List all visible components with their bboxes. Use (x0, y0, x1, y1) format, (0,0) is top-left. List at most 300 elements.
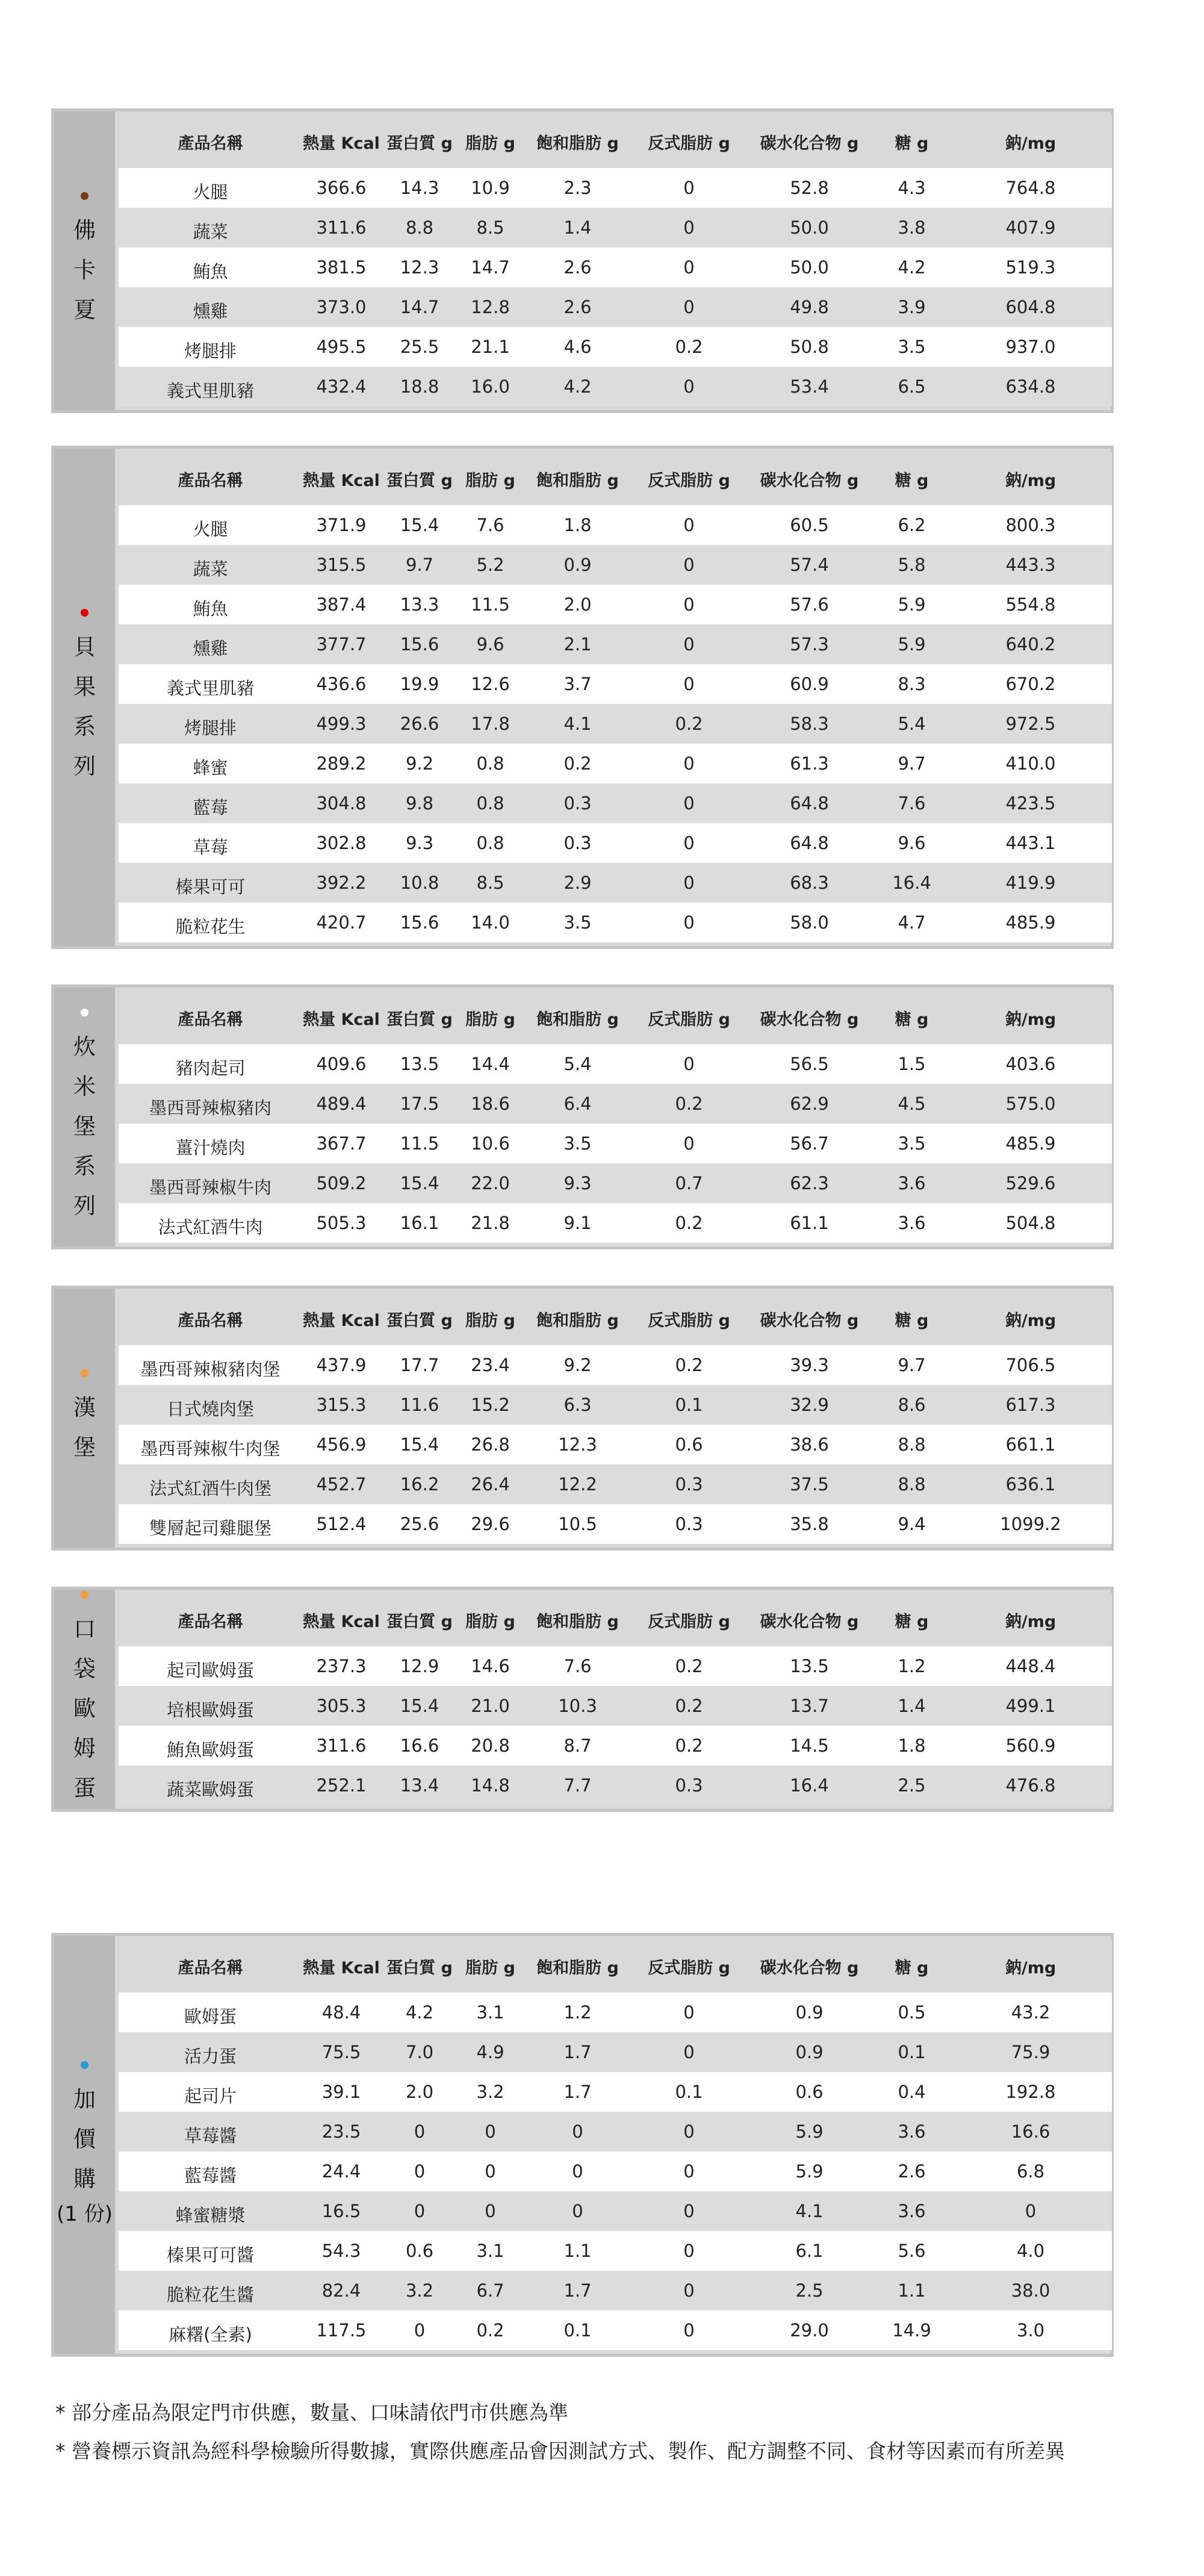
table-header-row (119, 1593, 1112, 1646)
section-label (54, 1289, 115, 1548)
nutrition-value-cell: 0 (683, 2002, 695, 2023)
nutrition-value-cell: 75.9 (1011, 2042, 1050, 2062)
nutrition-value-cell: 3.6 (898, 1213, 926, 1233)
nutrition-value-cell: 5.9 (795, 2161, 824, 2182)
nutrition-value-cell: 423.5 (1005, 793, 1056, 814)
nutrition-value-cell: 0 (414, 2320, 426, 2341)
nutrition-value-cell: 0 (414, 2121, 426, 2142)
nutrition-value-cell: 22.0 (471, 1173, 510, 1193)
nutrition-value-cell: 0.2 (563, 753, 592, 774)
nutrition-value-cell: 16.5 (321, 2201, 361, 2221)
section-label-char: 系 (73, 1153, 96, 1179)
nutrition-value-cell: 1.5 (898, 1054, 926, 1074)
nutrition-value-cell: 1.4 (563, 217, 592, 238)
section-label-char: 口 (73, 1616, 96, 1642)
nutrition-value-cell: 0.2 (675, 714, 703, 734)
nutrition-value-cell: 315.5 (316, 555, 367, 575)
column-header: 反式脂肪 g (648, 1958, 730, 1977)
section-label-char: 米 (73, 1073, 96, 1100)
section-burger (51, 1286, 1114, 1551)
column-header: 脂肪 g (465, 1311, 515, 1330)
nutrition-value-cell: 0 (683, 793, 695, 814)
nutrition-value-cell: 5.2 (476, 555, 504, 575)
nutrition-value-cell: 0.6 (675, 1434, 703, 1455)
nutrition-value-cell: 5.4 (563, 1054, 592, 1074)
nutrition-value-cell: 448.4 (1005, 1656, 1056, 1676)
product-name-cell: 培根歐姆蛋 (166, 1699, 254, 1720)
table-row (119, 168, 1112, 208)
column-header: 產品名稱 (178, 1958, 243, 1977)
nutrition-value-cell: 10.3 (558, 1696, 597, 1716)
bullet-dot-icon (81, 1369, 88, 1377)
table-row (119, 585, 1112, 624)
product-name-cell: 鮪魚歐姆蛋 (166, 1739, 254, 1760)
nutrition-value-cell: 10.5 (558, 1514, 597, 1534)
table-row (119, 1385, 1112, 1425)
nutrition-value-cell: 0 (683, 1133, 695, 1154)
section-label (54, 111, 115, 410)
nutrition-value-cell: 432.4 (316, 376, 367, 397)
nutrition-value-cell: 2.6 (563, 297, 592, 317)
nutrition-value-cell: 3.5 (898, 1133, 926, 1154)
nutrition-value-cell: 21.1 (471, 337, 510, 357)
product-name-cell: 薑汁燒肉 (175, 1137, 246, 1158)
column-header: 反式脂肪 g (648, 1311, 730, 1330)
section-label-char: 貝 (73, 633, 96, 660)
nutrition-value-cell: 0 (683, 297, 695, 317)
nutrition-value-cell: 6.5 (898, 376, 926, 397)
nutrition-value-cell: 4.1 (795, 2201, 824, 2221)
nutrition-value-cell: 49.8 (790, 297, 829, 317)
nutrition-value-cell: 15.2 (471, 1395, 510, 1415)
product-name-cell: 蔬菜歐姆蛋 (166, 1779, 254, 1800)
column-header: 飽和脂肪 g (536, 1311, 619, 1330)
bullet-dot-icon (81, 192, 88, 200)
product-name-cell: 起司歐姆蛋 (166, 1660, 254, 1681)
bullet-dot-icon (81, 1009, 88, 1016)
column-header: 飽和脂肪 g (536, 1010, 619, 1029)
nutrition-value-cell: 0 (683, 634, 695, 655)
nutrition-value-cell: 381.5 (316, 257, 367, 278)
nutrition-value-cell: 29.0 (790, 2320, 829, 2341)
nutrition-value-cell: 0 (572, 2161, 583, 2182)
nutrition-value-cell: 6.4 (563, 1094, 592, 1114)
column-header: 糖 g (895, 1010, 929, 1029)
product-name-cell: 藍莓醬 (184, 2165, 237, 2186)
product-name-cell: 脆粒花生醬 (166, 2284, 254, 2305)
nutrition-value-cell: 0.7 (675, 1173, 703, 1193)
section-pocket-omelette (51, 1587, 1114, 1812)
section-add-on (51, 1933, 1114, 2357)
product-name-cell: 蔬菜 (193, 221, 228, 242)
product-name-cell: 義式里肌豬 (166, 677, 254, 698)
nutrition-value-cell: 21.0 (471, 1696, 510, 1716)
table-header-row (119, 1940, 1112, 1993)
nutrition-value-cell: 9.2 (563, 1355, 592, 1375)
product-name-cell: 草莓 (193, 836, 228, 857)
table-row (119, 1464, 1112, 1504)
table-row (119, 823, 1112, 863)
product-name-cell: 燻雞 (193, 638, 228, 659)
nutrition-value-cell: 7.6 (898, 793, 926, 814)
nutrition-value-cell: 366.6 (316, 178, 367, 198)
nutrition-value-cell: 0 (683, 2161, 695, 2182)
nutrition-value-cell: 3.2 (405, 2280, 434, 2301)
nutrition-value-cell: 68.3 (790, 873, 829, 893)
nutrition-value-cell: 0 (683, 833, 695, 853)
table-row (119, 327, 1112, 367)
nutrition-value-cell: 302.8 (316, 833, 367, 853)
product-name-cell: 火腿 (193, 181, 228, 202)
nutrition-value-cell: 305.3 (316, 1696, 367, 1716)
section-label-char: 卡 (73, 257, 96, 283)
nutrition-value-cell: 0 (683, 257, 695, 278)
column-header: 飽和脂肪 g (536, 1612, 619, 1631)
bullet-dot-icon (81, 609, 88, 617)
nutrition-value-cell: 0 (683, 555, 695, 575)
nutrition-value-cell: 0.8 (476, 793, 504, 814)
nutrition-value-cell: 0 (683, 2121, 695, 2142)
footnote-nutrition-disclaimer: * 營養標示資訊為經科學檢驗所得數據，實際供應產品會因測試方式、製作、配方調整不同、食材等因素而有所差異 (55, 2439, 1065, 2463)
nutrition-value-cell: 0 (683, 674, 695, 694)
table-row (119, 2271, 1112, 2310)
nutrition-value-cell: 0.8 (476, 753, 504, 774)
nutrition-value-cell: 6.2 (898, 515, 926, 535)
column-header: 反式脂肪 g (648, 471, 730, 490)
nutrition-value-cell: 11.6 (400, 1395, 439, 1415)
nutrition-value-cell: 1.1 (563, 2241, 592, 2261)
section-label-char: 佛 (73, 217, 96, 243)
nutrition-value-cell: 60.5 (790, 515, 829, 535)
nutrition-value-cell: 13.3 (400, 594, 439, 615)
nutrition-value-cell: 800.3 (1005, 515, 1056, 535)
nutrition-value-cell: 12.2 (558, 1474, 597, 1495)
column-header: 碳水化合物 g (760, 471, 859, 490)
nutrition-value-cell: 12.3 (400, 257, 439, 278)
nutrition-value-cell: 410.0 (1005, 753, 1056, 774)
nutrition-value-cell: 14.4 (471, 1054, 510, 1074)
nutrition-value-cell: 17.8 (471, 714, 510, 734)
nutrition-value-cell: 6.3 (563, 1395, 592, 1415)
nutrition-value-cell: 0 (683, 2042, 695, 2062)
section-label (54, 1590, 115, 1809)
nutrition-value-cell: 2.1 (563, 634, 592, 655)
nutrition-value-cell: 16.1 (400, 1213, 439, 1233)
nutrition-value-cell: 39.3 (790, 1355, 829, 1375)
section-label-char: 加 (73, 2086, 96, 2112)
nutrition-value-cell: 9.7 (898, 1355, 926, 1375)
nutrition-value-cell: 476.8 (1005, 1775, 1056, 1796)
nutrition-value-cell: 9.6 (476, 634, 504, 655)
nutrition-value-cell: 0.6 (405, 2241, 434, 2261)
table-row (119, 1646, 1112, 1686)
footnotes (55, 2394, 1065, 2471)
nutrition-value-cell: 5.6 (898, 2241, 926, 2261)
column-header: 蛋白質 g (386, 471, 453, 490)
nutrition-value-cell: 26.6 (400, 714, 439, 734)
table-row (119, 863, 1112, 903)
nutrition-value-cell: 0.2 (675, 1735, 703, 1756)
nutrition-value-cell: 13.5 (400, 1054, 439, 1074)
nutrition-value-cell: 634.8 (1005, 376, 1056, 397)
product-name-cell: 法式紅酒牛肉堡 (149, 1478, 272, 1499)
product-name-cell: 榛果可可 (175, 876, 246, 897)
nutrition-value-cell: 1.7 (563, 2280, 592, 2301)
nutrition-value-cell: 17.5 (400, 1094, 439, 1114)
column-header: 產品名稱 (178, 1010, 243, 1029)
nutrition-value-cell: 0 (414, 2161, 426, 2182)
nutrition-value-cell: 0.9 (795, 2002, 824, 2023)
nutrition-value-cell: 604.8 (1005, 297, 1056, 317)
product-name-cell: 蔬菜 (193, 558, 228, 579)
nutrition-value-cell: 53.4 (790, 376, 829, 397)
table-row (119, 287, 1112, 327)
nutrition-value-cell: 499.1 (1005, 1696, 1056, 1716)
nutrition-value-cell: 0 (683, 217, 695, 238)
nutrition-value-cell: 5.9 (898, 634, 926, 655)
nutrition-value-cell: 377.7 (316, 634, 367, 655)
nutrition-value-cell: 3.5 (898, 337, 926, 357)
column-header: 熱量 Kcal (303, 134, 380, 153)
section-fuocassia (51, 108, 1114, 413)
nutrition-value-cell: 3.5 (563, 1133, 592, 1154)
product-name-cell: 日式燒肉堡 (166, 1398, 254, 1419)
nutrition-value-cell: 0 (683, 2280, 695, 2301)
nutrition-value-cell: 16.0 (471, 376, 510, 397)
column-header: 糖 g (895, 471, 929, 490)
column-header: 反式脂肪 g (648, 134, 730, 153)
nutrition-value-cell: 311.6 (316, 217, 367, 238)
product-name-cell: 歐姆蛋 (184, 2006, 237, 2027)
nutrition-value-cell: 420.7 (316, 912, 367, 933)
nutrition-value-cell: 14.6 (471, 1656, 510, 1676)
nutrition-value-cell: 2.9 (563, 873, 592, 893)
nutrition-value-cell: 512.4 (316, 1514, 367, 1534)
nutrition-value-cell: 0.2 (675, 337, 703, 357)
section-label (54, 449, 115, 946)
nutrition-value-cell: 9.3 (563, 1173, 592, 1193)
nutrition-value-cell: 0.2 (476, 2320, 504, 2341)
table-row (119, 2231, 1112, 2271)
nutrition-value-cell: 2.5 (795, 2280, 824, 2301)
nutrition-value-cell: 0 (683, 753, 695, 774)
column-header: 熱量 Kcal (303, 1958, 380, 1977)
column-header: 熱量 Kcal (303, 1010, 380, 1029)
nutrition-value-cell: 387.4 (316, 594, 367, 615)
table-row (119, 624, 1112, 664)
nutrition-value-cell: 3.2 (476, 2082, 504, 2102)
nutrition-value-cell: 15.4 (400, 1434, 439, 1455)
column-header: 鈉/mg (1005, 1958, 1057, 1977)
column-header: 蛋白質 g (386, 1010, 453, 1029)
column-header: 糖 g (895, 1958, 929, 1977)
column-header: 脂肪 g (465, 1612, 515, 1631)
section-label-char: 列 (73, 753, 96, 779)
nutrition-value-cell: 10.9 (471, 178, 510, 198)
nutrition-value-cell: 0 (572, 2201, 583, 2221)
product-name-cell: 墨西哥辣椒牛肉堡 (140, 1438, 281, 1459)
table-row (119, 1425, 1112, 1464)
product-name-cell: 墨西哥辣椒豬肉堡 (140, 1358, 281, 1380)
section-label-char: 果 (73, 673, 96, 700)
column-header: 碳水化合物 g (760, 1612, 859, 1631)
nutrition-value-cell: 311.6 (316, 1735, 367, 1756)
nutrition-value-cell: 0.6 (795, 2082, 824, 2102)
nutrition-table (115, 1289, 1112, 1548)
section-label-char: 價 (73, 2126, 96, 2152)
nutrition-value-cell: 61.1 (790, 1213, 829, 1233)
section-label-char: 購 (73, 2165, 96, 2192)
table-row (119, 1345, 1112, 1385)
column-header: 產品名稱 (178, 1311, 243, 1330)
nutrition-value-cell: 14.5 (790, 1735, 829, 1756)
product-name-cell: 脆粒花生 (175, 916, 246, 937)
nutrition-value-cell: 13.4 (400, 1775, 439, 1796)
nutrition-value-cell: 9.4 (898, 1514, 926, 1534)
nutrition-value-cell: 25.6 (400, 1514, 439, 1534)
section-label (54, 1936, 115, 2354)
nutrition-value-cell: 32.9 (790, 1395, 829, 1415)
nutrition-value-cell: 26.4 (471, 1474, 510, 1495)
nutrition-value-cell: 0.8 (476, 833, 504, 853)
nutrition-value-cell: 5.9 (898, 594, 926, 615)
nutrition-value-cell: 0 (683, 2241, 695, 2261)
nutrition-value-cell: 0 (414, 2201, 426, 2221)
nutrition-value-cell: 371.9 (316, 515, 367, 535)
nutrition-value-cell: 117.5 (316, 2320, 367, 2341)
product-name-cell: 雙層起司雞腿堡 (149, 1517, 272, 1538)
section-label-char: 系 (73, 713, 96, 739)
nutrition-value-cell: 18.8 (400, 376, 439, 397)
nutrition-value-cell: 0 (1025, 2201, 1037, 2221)
section-label-char: 歐 (73, 1695, 96, 1722)
nutrition-value-cell: 6.8 (1016, 2161, 1045, 2182)
nutrition-value-cell: 456.9 (316, 1434, 367, 1455)
nutrition-value-cell: 5.8 (898, 555, 926, 575)
nutrition-value-cell: 8.7 (563, 1735, 592, 1756)
column-header: 碳水化合物 g (760, 1311, 859, 1330)
nutrition-value-cell: 0 (485, 2201, 496, 2221)
section-bagel (51, 446, 1114, 949)
nutrition-value-cell: 62.3 (790, 1173, 829, 1193)
nutrition-value-cell: 8.8 (898, 1434, 926, 1455)
nutrition-value-cell: 3.1 (476, 2241, 504, 2261)
nutrition-value-cell: 11.5 (400, 1133, 439, 1154)
nutrition-value-cell: 0.2 (675, 1094, 703, 1114)
nutrition-value-cell: 10.6 (471, 1133, 510, 1154)
section-label (54, 988, 115, 1246)
nutrition-value-cell: 9.8 (405, 793, 434, 814)
nutrition-value-cell: 8.8 (898, 1474, 926, 1495)
nutrition-value-cell: 23.4 (471, 1355, 510, 1375)
column-header: 鈉/mg (1005, 1010, 1057, 1029)
nutrition-value-cell: 706.5 (1005, 1355, 1056, 1375)
nutrition-value-cell: 509.2 (316, 1173, 367, 1193)
nutrition-value-cell: 12.9 (400, 1656, 439, 1676)
nutrition-value-cell: 237.3 (316, 1656, 367, 1676)
nutrition-value-cell: 25.5 (400, 337, 439, 357)
nutrition-value-cell: 9.7 (405, 555, 434, 575)
nutrition-value-cell: 3.9 (898, 297, 926, 317)
column-header: 碳水化合物 g (760, 134, 859, 153)
nutrition-value-cell: 529.6 (1005, 1173, 1056, 1193)
nutrition-value-cell: 3.5 (563, 912, 592, 933)
table-row (119, 1124, 1112, 1163)
nutrition-value-cell: 1.8 (898, 1735, 926, 1756)
nutrition-table (115, 1936, 1112, 2354)
column-header: 熱量 Kcal (303, 1311, 380, 1330)
nutrition-value-cell: 16.4 (892, 873, 931, 893)
table-header-row (119, 1292, 1112, 1345)
nutrition-value-cell: 504.8 (1005, 1213, 1056, 1233)
nutrition-value-cell: 75.5 (321, 2042, 361, 2062)
nutrition-value-cell: 4.0 (1016, 2241, 1045, 2261)
nutrition-value-cell: 52.8 (790, 178, 829, 198)
nutrition-value-cell: 24.4 (321, 2161, 361, 2182)
nutrition-value-cell: 2.0 (405, 2082, 434, 2102)
table-row (119, 2112, 1112, 2151)
nutrition-value-cell: 495.5 (316, 337, 367, 357)
nutrition-value-cell: 57.3 (790, 634, 829, 655)
nutrition-value-cell: 437.9 (316, 1355, 367, 1375)
product-name-cell: 燻雞 (193, 300, 228, 322)
nutrition-value-cell: 3.1 (476, 2002, 504, 2023)
nutrition-table (115, 111, 1112, 410)
nutrition-value-cell: 6.7 (476, 2280, 504, 2301)
nutrition-value-cell: 18.6 (471, 1094, 510, 1114)
nutrition-value-cell: 485.9 (1005, 1133, 1056, 1154)
nutrition-value-cell: 14.0 (471, 912, 510, 933)
nutrition-value-cell: 436.6 (316, 674, 367, 694)
column-header: 飽和脂肪 g (536, 471, 619, 490)
column-header: 鈉/mg (1005, 471, 1057, 490)
nutrition-value-cell: 15.6 (400, 912, 439, 933)
column-header: 蛋白質 g (386, 134, 453, 153)
nutrition-value-cell: 367.7 (316, 1133, 367, 1154)
column-header: 產品名稱 (178, 1612, 243, 1631)
nutrition-value-cell: 50.0 (790, 257, 829, 278)
nutrition-value-cell: 373.0 (316, 297, 367, 317)
nutrition-value-cell: 1.7 (563, 2042, 592, 2062)
nutrition-value-cell: 12.3 (558, 1434, 597, 1455)
nutrition-value-cell: 289.2 (316, 753, 367, 774)
section-label-note: (1 份) (57, 2201, 113, 2226)
table-row (119, 545, 1112, 585)
table-row (119, 1163, 1112, 1203)
nutrition-value-cell: 3.0 (1016, 2320, 1045, 2341)
nutrition-value-cell: 1.1 (898, 2280, 926, 2301)
nutrition-value-cell: 9.6 (898, 833, 926, 853)
nutrition-value-cell: 4.6 (563, 337, 592, 357)
nutrition-value-cell: 304.8 (316, 793, 367, 814)
nutrition-value-cell: 19.9 (400, 674, 439, 694)
nutrition-value-cell: 972.5 (1005, 714, 1056, 734)
column-header: 蛋白質 g (386, 1311, 453, 1330)
column-header: 糖 g (895, 1311, 929, 1330)
nutrition-value-cell: 1.2 (898, 1656, 926, 1676)
section-label-char: 堡 (73, 1434, 96, 1460)
table-row (119, 704, 1112, 744)
nutrition-value-cell: 315.3 (316, 1395, 367, 1415)
product-name-cell: 義式里肌豬 (166, 380, 254, 401)
nutrition-value-cell: 57.4 (790, 555, 829, 575)
nutrition-value-cell: 16.6 (1011, 2121, 1050, 2142)
nutrition-value-cell: 499.3 (316, 714, 367, 734)
nutrition-value-cell: 58.3 (790, 714, 829, 734)
product-name-cell: 豬肉起司 (175, 1057, 246, 1078)
nutrition-value-cell: 6.1 (795, 2241, 824, 2261)
nutrition-value-cell: 17.7 (400, 1355, 439, 1375)
